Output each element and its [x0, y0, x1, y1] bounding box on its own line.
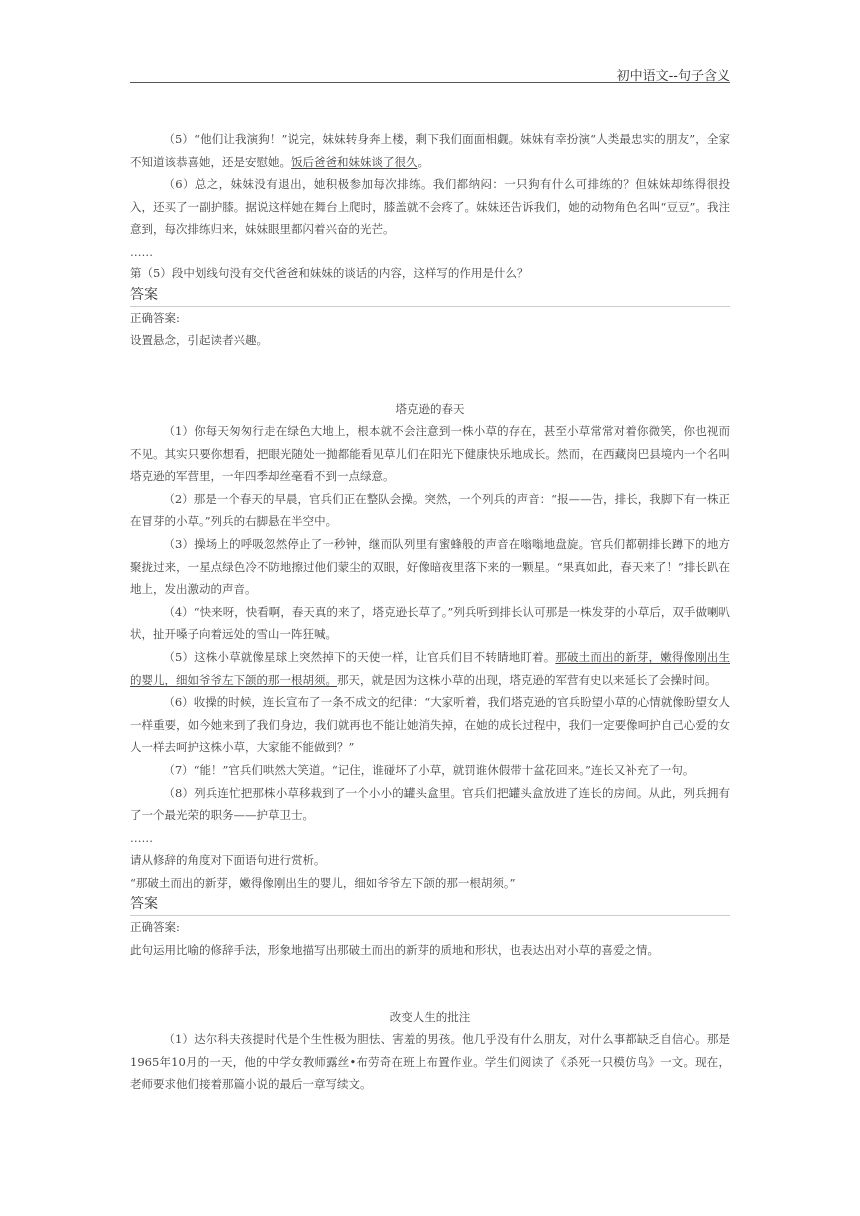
header-title: 初中语文--句子含义 — [616, 69, 730, 84]
paragraph-1: （1）达尔科夫孩提时代是个生性极为胆怯、害羞的男孩。他几乎没有什么朋友，对什么事都缺乏自信心。那是1965年10月的一天，他的中学女教师露丝•布劳奇在班上布置作业。学生们阅读了《杀死一只模仿鸟》一文。现在，老师要求他们接着那篇小说的最后一章写续文。 — [130, 1032, 730, 1092]
paragraph-8: （8）列兵连忙把那株小草移栽到了一个小小的罐头盒里。官兵们把罐头盒放进了连长的房间。从此，列兵拥有了一个最光荣的职务——护草卫士。 — [130, 785, 730, 823]
underlined-sentence: 那破土而出的新芽，嫩得像刚出生的婴儿，细如爷爷左下颌的那一根胡须。 — [130, 649, 730, 687]
underlined-sentence: 饭后爸爸和妹妹谈了很久 — [291, 154, 418, 169]
story-title: 塔克逊的春天 — [395, 402, 465, 416]
paragraph-text: （5）“他们让我演狗！”说完，妹妹转身奔上楼，剩下我们面面相觑。妹妹有幸扮演“人类最忠实的朋友”，全家不知道该恭喜她，还是安慰她。 — [130, 132, 730, 169]
section-passage-3 — [130, 1006, 730, 1096]
ellipsis: …… — [130, 244, 153, 259]
paragraph-3: （3）操场上的呼吸忽然停止了一秒钟，继而队列里有蜜蜂般的声音在嗡嗡地盘旋。官兵们都朝排长蹲下的地方聚拢过来，一星点绿色冷不防地擦过他们蒙尘的双眼，好像暗夜里落下来的一颗星。“果真如此，春天来了！”排长趴在地上，发出激动的声音。 — [130, 536, 730, 597]
section-passage-1 — [130, 128, 730, 264]
question-block-1 — [130, 262, 730, 352]
paragraph-1: （1）你每天匆匆行走在绿色大地上，根本就不会注意到一株小草的存在，甚至小草常常对着你微笑，你也视而不见。其实只要你想看，把眼光随处一抛都能看见草儿们在阳光下健康快乐地成长。然而，在西藏岗巴县境内一个名叫塔克逊的军营里，一年四季却丝毫看不到一点绿意。 — [130, 424, 730, 484]
answer-label: 正确答案: — [130, 920, 180, 935]
ellipsis: …… — [130, 830, 153, 845]
question-text: 请从修辞的角度对下面语句进行赏析。 — [130, 853, 326, 868]
section-passage-2 — [130, 398, 730, 962]
paragraph-6: （6）总之，妹妹没有退出，她积极参加每次排练。我们都纳闷：一只狗有什么可排练的？但妹妹却练得很投入，还买了一副护膝。据说这样她在舞台上爬时，膝盖就不会疼了。妹妹还告诉我们，她的动物角色名叫“豆豆”。我注意到，每次排练归来，妹妹眼里都闪着兴奋的光芒。 — [130, 177, 730, 237]
paragraph-text: 那天，就是因为这株小草的出现，塔克逊的军营有史以来延长了会操时间。 — [337, 672, 717, 687]
paragraph-5 — [130, 128, 730, 173]
paragraph-4: （4）“快来呀，快看啊，春天真的来了，塔克逊长草了。”列兵听到排长认可那是一株发芽的小草后，双手做喇叭状，扯开嗓子向着远处的雪山一阵狂喊。 — [130, 604, 730, 642]
paragraph-2: （2）那是一个春天的早晨，官兵们正在整队会操。突然，一个列兵的声音：“报——告，排长，我脚下有一株正在冒芽的小草。”列兵的右脚悬在半空中。 — [130, 491, 730, 529]
paragraph-6: （6）收操的时候，连长宣布了一条不成文的纪律：“大家听着，我们塔克逊的官兵盼望小草的心情就像盼望女人一样重要，如今她来到了我们身边，我们就再也不能让她消失掉，在她的成长过程中，我们一定要像呵护自己心爱的女人一样去呵护这株小草，大家能不能做到？” — [130, 695, 730, 755]
answer-text: 设置悬念，引起读者兴趣。 — [130, 333, 268, 348]
answer-heading: 答案 — [130, 286, 730, 307]
answer-text: 此句运用比喻的修辞手法，形象地描写出那破土而出的新芽的质地和形状，也表达出对小草的喜爱之情。 — [130, 943, 659, 958]
answer-heading: 答案 — [130, 895, 730, 916]
page-header — [130, 66, 730, 83]
quoted-sentence: “那破土而出的新芽，嫩得像刚出生的婴儿，细如爷爷左下颌的那一根胡须。” — [130, 875, 516, 890]
paragraph-5 — [130, 646, 730, 691]
answer-label: 正确答案: — [130, 310, 180, 325]
paragraph-7: （7）“能！”官兵们哄然大笑道。“记住，谁碰坏了小草，就罚谁休假带十盆花回来。”连长又补充了一句。 — [163, 762, 695, 777]
paragraph-text: （5）这株小草就像星球上突然掉下的天使一样，让官兵们目不转睛地盯着。 — [163, 649, 556, 664]
question-text: 第（5）段中划线句没有交代爸爸和妹妹的谈话的内容，这样写的作用是什么？ — [130, 266, 529, 280]
story-title: 改变人生的批注 — [389, 1010, 471, 1024]
paragraph-text: 。 — [417, 154, 429, 169]
